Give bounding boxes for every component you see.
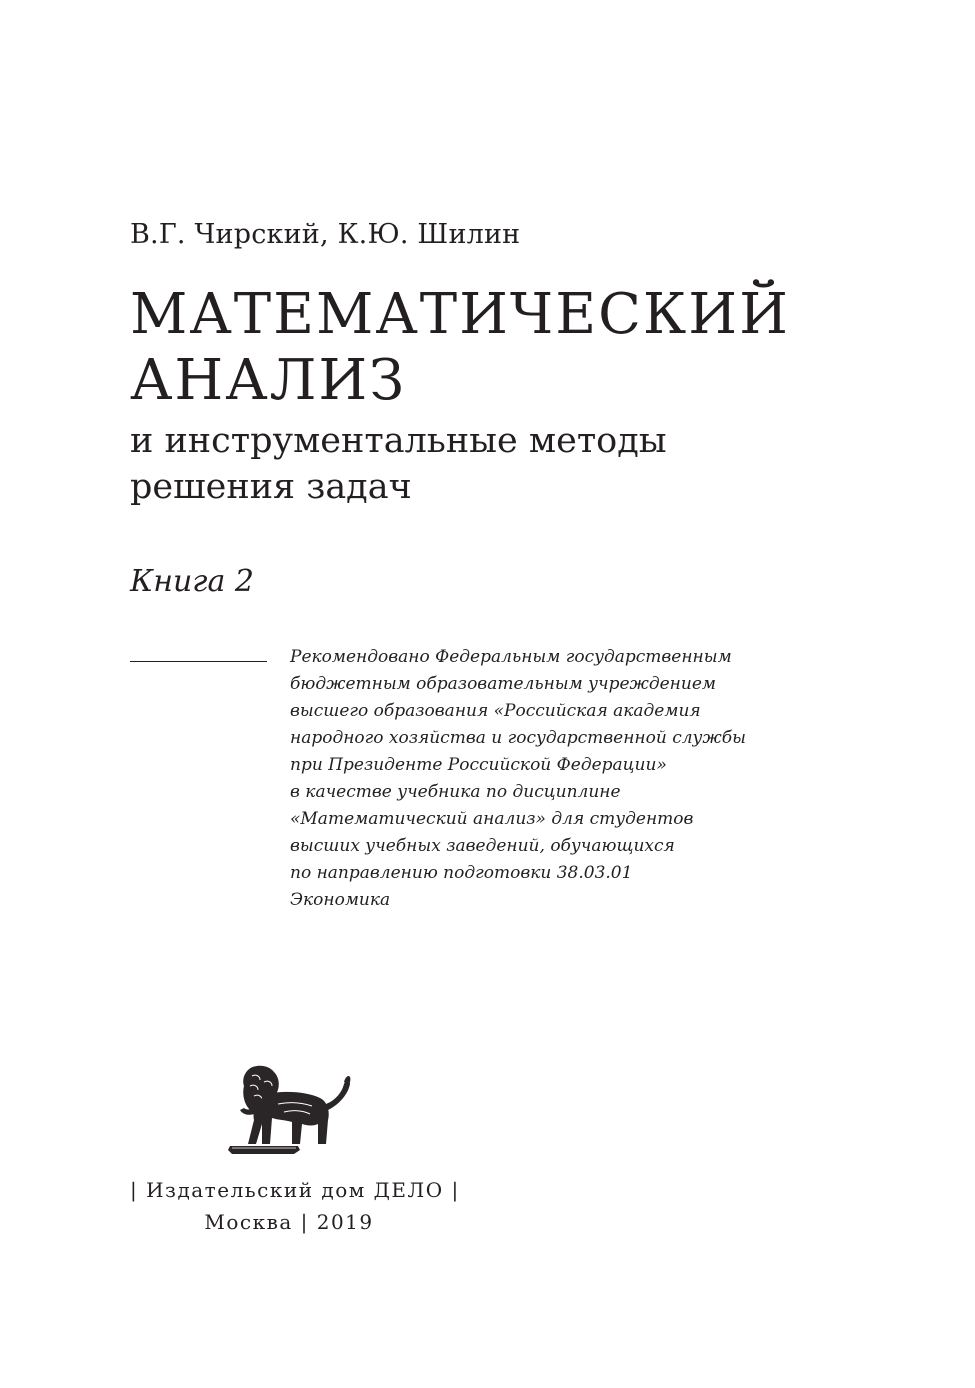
recommendation-line: «Математический анализ» для студентов	[290, 809, 694, 829]
lion-logo-icon	[228, 1064, 352, 1164]
book-title-line-1: МАТЕМАТИЧЕСКИЙ	[130, 282, 790, 347]
book-title-line-2: АНАЛИЗ	[130, 348, 407, 413]
recommendation-line: Рекомендовано Федеральным государственным	[290, 647, 732, 667]
recommendation-line: при Президенте Российской Федерации»	[290, 755, 667, 775]
book-subtitle-line-2: решения задач	[130, 467, 412, 507]
book-subtitle	[130, 418, 667, 510]
recommendation-line: высших учебных заведений, обучающихся	[290, 836, 675, 856]
recommendation-line: народного хозяйства и государственной службы	[290, 728, 746, 748]
recommendation-line: бюджетным образовательным учреждением	[290, 674, 716, 694]
recommendation-line: Экономика	[290, 890, 391, 910]
book-title	[130, 282, 790, 414]
book-subtitle-line-1: и инструментальные методы	[130, 421, 667, 461]
publisher-city-year: Москва | 2019	[204, 1210, 374, 1234]
authors: В.Г. Чирский, К.Ю. Шилин	[130, 219, 521, 250]
publisher-block	[130, 1174, 460, 1238]
divider-rule	[130, 661, 267, 662]
recommendation-text	[290, 644, 746, 914]
recommendation-line: в качестве учебника по дисциплине	[290, 782, 621, 802]
book-volume: Книга 2	[130, 564, 254, 599]
recommendation-line: высшего образования «Российская академия	[290, 701, 701, 721]
publisher-name: | Издательский дом ДЕЛО |	[130, 1178, 460, 1202]
recommendation-line: по направлению подготовки 38.03.01	[290, 863, 633, 883]
